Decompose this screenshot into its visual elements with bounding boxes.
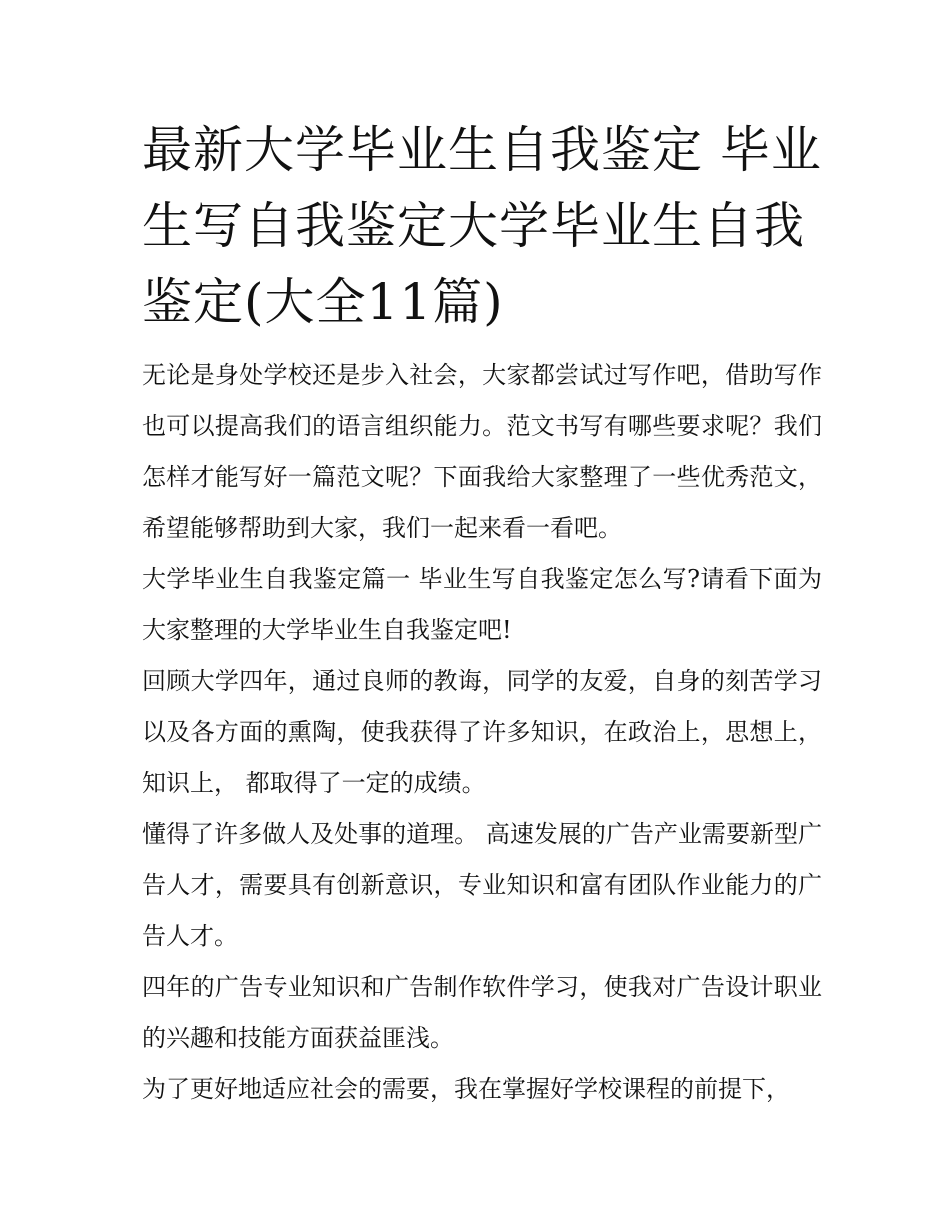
paragraph-principles: 懂得了许多做人及处事的道理。 高速发展的广告产业需要新型广告人才，需要具有创新意识，专业知识和富有团队作业能力的广告人才。 xyxy=(142,820,822,950)
paragraph-section-one: 大学毕业生自我鉴定篇一 毕业生写自我鉴定怎么写?请看下面为大家整理的大学毕业生自我鉴定吧! xyxy=(142,565,822,644)
document-body xyxy=(142,350,822,1115)
document-page xyxy=(142,112,822,1115)
document-title: 最新大学毕业生自我鉴定 毕业生写自我鉴定大学毕业生自我鉴定(大全11篇) xyxy=(142,121,822,331)
paragraph-adaptation: 为了更好地适应社会的需要，我在掌握好学校课程的前提下， xyxy=(142,1075,790,1103)
paragraph-skills: 四年的广告专业知识和广告制作软件学习，使我对广告设计职业的兴趣和技能方面获益匪浅。 xyxy=(142,973,822,1052)
paragraph-intro: 无论是身处学校还是步入社会，大家都尝试过写作吧，借助写作也可以提高我们的语言组织能力。范文书写有哪些要求呢？我们怎样才能写好一篇范文呢？下面我给大家整理了一些优秀范文，希望能够帮助到大家，我们一起来看一看吧。 xyxy=(142,361,822,542)
paragraph-review: 回顾大学四年，通过良师的教诲，同学的友爱，自身的刻苦学习以及各方面的熏陶，使我获得了许多知识，在政治上，思想上，知识上， 都取得了一定的成绩。 xyxy=(142,667,822,797)
